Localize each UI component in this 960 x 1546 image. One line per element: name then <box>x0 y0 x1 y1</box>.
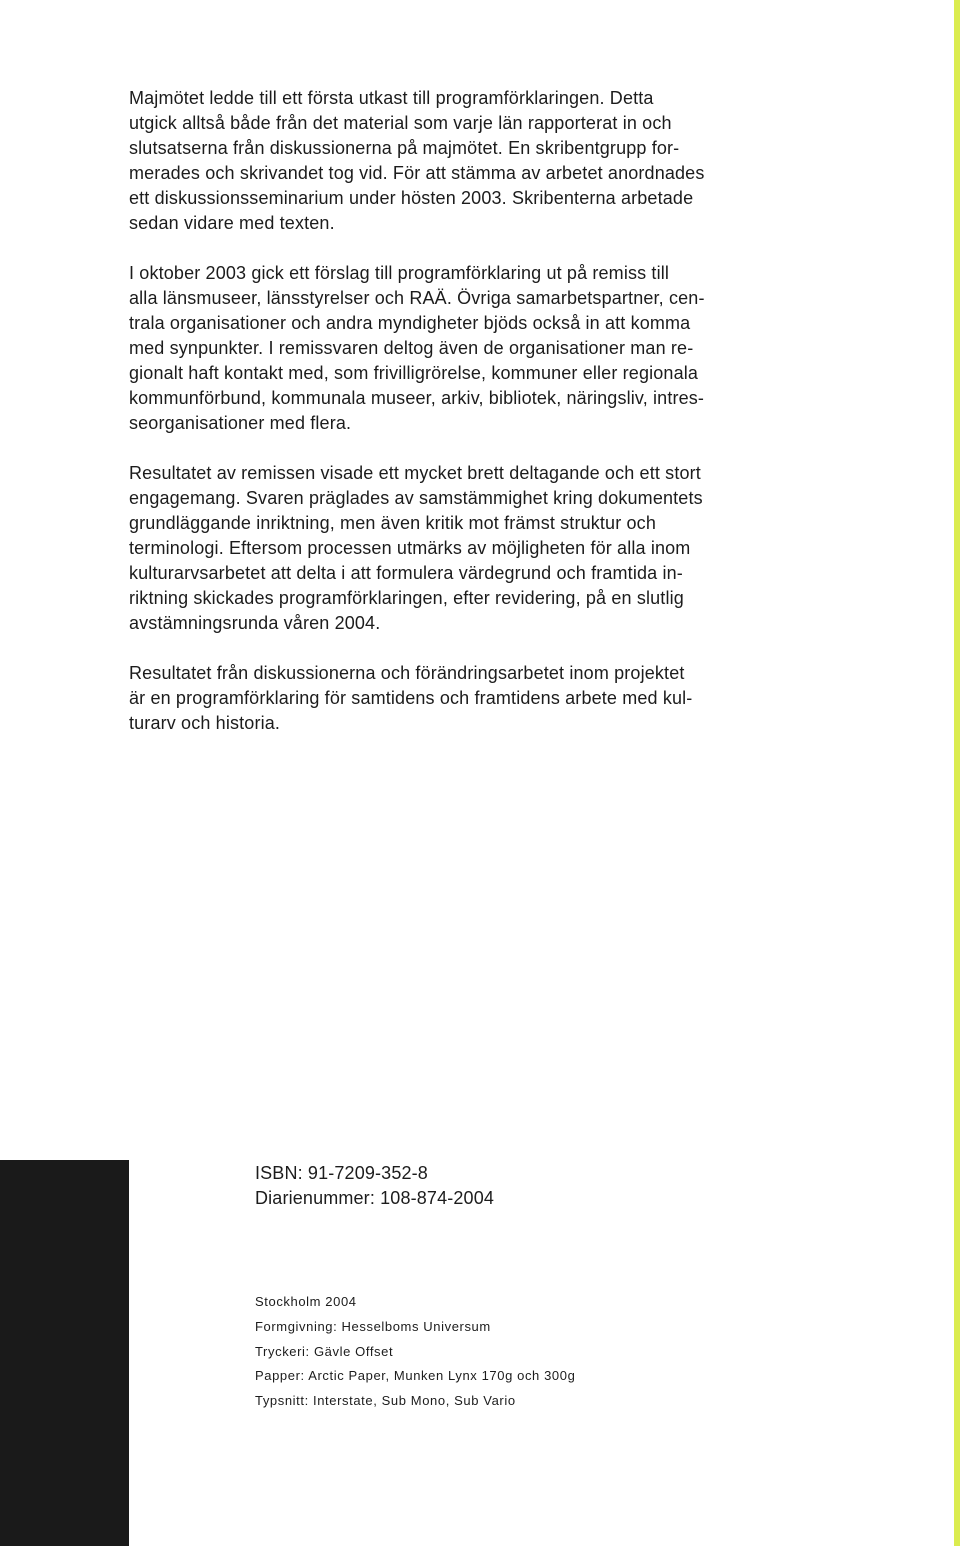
paragraph-line: sedan vidare med texten. <box>129 213 335 233</box>
paragraph-line: avstämningsrunda våren 2004. <box>129 613 381 633</box>
publication-identifiers <box>255 1161 494 1211</box>
paragraph-line: med synpunkter. I remissvaren deltog även de organisationer man re- <box>129 338 694 358</box>
colophon-design: Formgivning: Hesselboms Universum <box>255 1318 491 1334</box>
paragraph-line: seorganisationer med flera. <box>129 413 352 433</box>
isbn: ISBN: 91-7209-352-8 <box>255 1163 428 1183</box>
paragraph-spacer <box>129 636 763 661</box>
black-block-decoration <box>0 1160 129 1546</box>
paragraph-1 <box>129 86 763 236</box>
paragraph-line: riktning skickades programförklaringen, efter revidering, på en slutlig <box>129 588 684 608</box>
paragraph-line: engagemang. Svaren präglades av samstämmighet kring dokumentets <box>129 488 703 508</box>
paragraph-4 <box>129 661 763 736</box>
paragraph-line: slutsatserna från diskussionerna på majmötet. En skribentgrupp for- <box>129 138 680 158</box>
body-text <box>129 86 763 736</box>
accent-stripe <box>954 0 960 1546</box>
paragraph-2 <box>129 261 763 436</box>
paragraph-line: kommunförbund, kommunala museer, arkiv, bibliotek, näringsliv, intres- <box>129 388 705 408</box>
colophon-printer: Tryckeri: Gävle Offset <box>255 1343 394 1359</box>
paragraph-line: turarv och historia. <box>129 713 281 733</box>
colophon <box>255 1290 575 1414</box>
paragraph-spacer <box>129 236 763 261</box>
paragraph-line: grundläggande inriktning, men även kritik mot främst struktur och <box>129 513 656 533</box>
paragraph-line: alla länsmuseer, länsstyrelser och RAÄ. Övriga samarbetspartner, cen- <box>129 288 705 308</box>
colophon-typefaces: Typsnitt: Interstate, Sub Mono, Sub Vario <box>255 1393 516 1409</box>
paragraph-line: är en programförklaring för samtidens och framtidens arbete med kul- <box>129 688 693 708</box>
paragraph-line: Resultatet från diskussionerna och förändringsarbetet inom projektet <box>129 663 685 683</box>
paragraph-line: kulturarvsarbetet att delta i att formulera värdegrund och framtida in- <box>129 563 683 583</box>
paragraph-line: trala organisationer och andra myndigheter bjöds också in att komma <box>129 313 691 333</box>
paragraph-line: merades och skrivandet tog vid. För att stämma av arbetet anordnades <box>129 163 705 183</box>
diarienummer: Diarienummer: 108-874-2004 <box>255 1188 495 1208</box>
colophon-place-year: Stockholm 2004 <box>255 1294 357 1309</box>
paragraph-line: ett diskussionsseminarium under hösten 2003. Skribenterna arbetade <box>129 188 694 208</box>
paragraph-line: gionalt haft kontakt med, som frivilligrörelse, kommuner eller regionala <box>129 363 699 383</box>
paragraph-3 <box>129 461 763 636</box>
paragraph-line: I oktober 2003 gick ett förslag till programförklaring ut på remiss till <box>129 263 670 283</box>
paragraph-line: Majmötet ledde till ett första utkast till programförklaringen. Detta <box>129 88 654 108</box>
paragraph-spacer <box>129 436 763 461</box>
paragraph-line: utgick alltså både från det material som varje län rapporterat in och <box>129 113 672 133</box>
paragraph-line: terminologi. Eftersom processen utmärks av möjligheten för alla inom <box>129 538 691 558</box>
colophon-paper: Papper: Arctic Paper, Munken Lynx 170g och 300g <box>255 1368 576 1384</box>
paragraph-line: Resultatet av remissen visade ett mycket brett deltagande och ett stort <box>129 463 701 483</box>
